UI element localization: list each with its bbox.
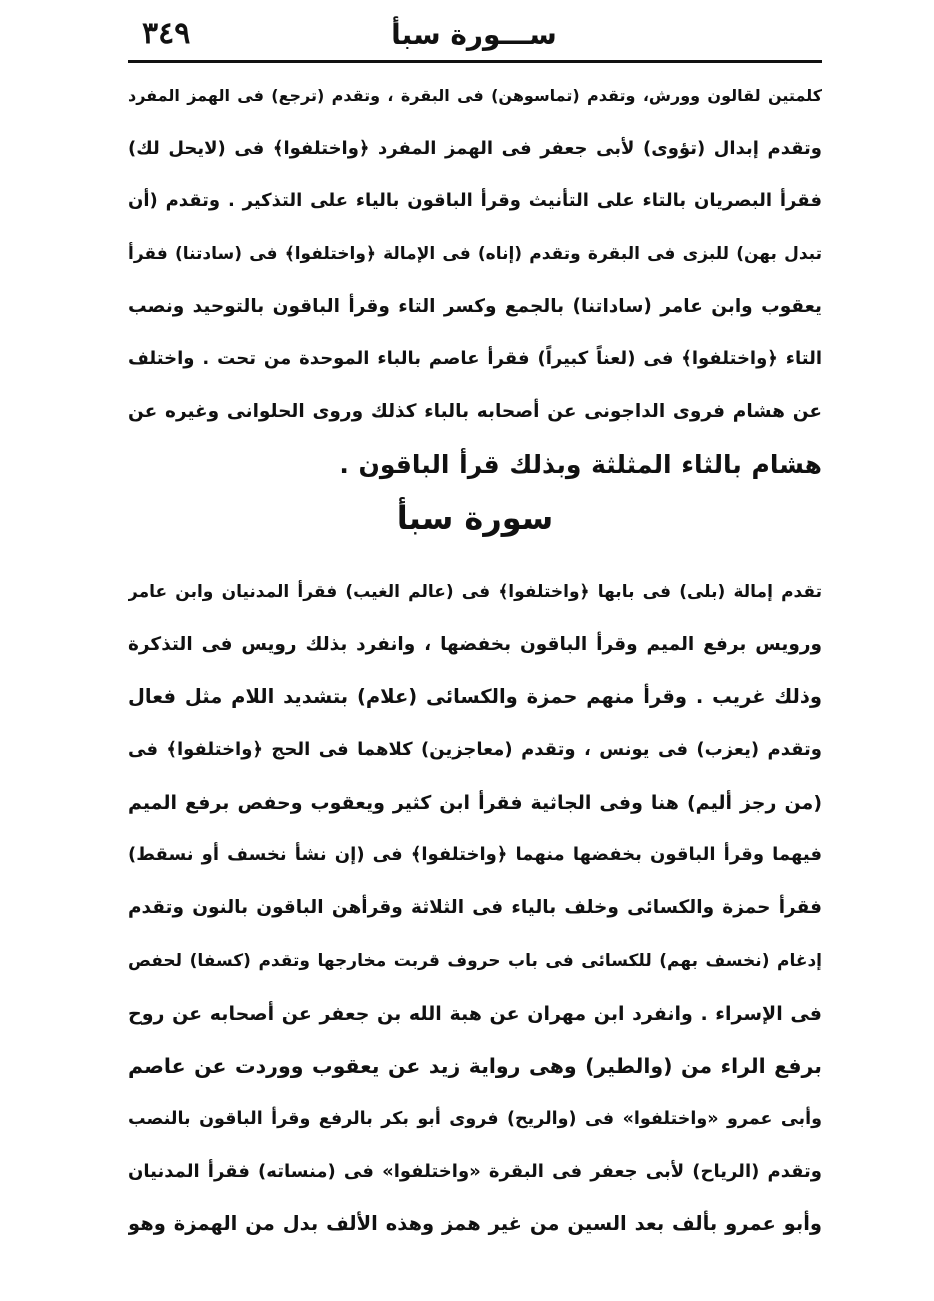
- text-line: فى الإسراء . وانفرد ابن مهران عن هبة الله بن جعفر عن أصحابه عن روح: [128, 1002, 822, 1025]
- text-line: تبدل بهن) للبزى فى البقرة وتقدم (إناه) فى الإمالة ﴿واختلفوا﴾ فى (سادتنا) فقرأ: [128, 244, 822, 265]
- paragraph-surah-saba: [128, 566, 822, 1251]
- page-number: ٣٤٩: [142, 16, 191, 51]
- running-title: ســـورة سبأ: [391, 18, 557, 51]
- text-line: فقرأ البصريان بالتاء على التأنيث وقرأ الباقون بالياء على التذكير . وتقدم (أن: [128, 190, 822, 212]
- text-line: وتقدم إبدال (تؤوى) لأبى جعفر فى الهمز المفرد ﴿واختلفوا﴾ فى (لايحل لك): [128, 137, 822, 159]
- text-line: (من رجز أليم) هنا وفى الجاثية فقرأ ابن كثير ويعقوب وحفص برفع الميم: [128, 791, 822, 814]
- text-line: وأبو عمرو بألف بعد السين من غير همز وهذه الألف بدل من الهمزة وهو: [128, 1212, 822, 1236]
- text-line: يعقوب وابن عامر (ساداتنا) بالجمع وكسر التاء وقرأ الباقون بالتوحيد ونصب: [128, 295, 822, 317]
- text-line: التاء ﴿واختلفوا﴾ فى (لعناً كبيراً) فقرأ عاصم بالباء الموحدة من تحت . واختلف: [128, 348, 822, 370]
- text-line: فيهما وقرأ الباقون بخفضها منهما ﴿واختلفوا﴾ فى (إن نشأ نخسف أو نسقط): [128, 844, 822, 866]
- text-line: وتقدم (الرياح) لأبى جعفر فى البقرة «واختلفوا» فى (منساته) فقرأ المدنيان: [128, 1160, 822, 1182]
- text-line: عن هشام فروى الداجونى عن أصحابه بالباء كذلك وروى الحلوانى وغيره عن: [128, 401, 822, 423]
- text-line: وتقدم (يعزب) فى يونس ، وتقدم (معاجزين) كلاهما فى الحج ﴿واختلفوا﴾ فى: [128, 739, 822, 761]
- text-line: ورويس برفع الميم وقرأ الباقون بخفضها ، وانفرد بذلك رويس فى التذكرة: [128, 633, 822, 655]
- header-rule: [128, 60, 822, 63]
- text-line: وأبى عمرو «واختلفوا» فى (والريح) فروى أبو بكر بالرفع وقرأ الباقون بالنصب: [128, 1108, 822, 1129]
- section-heading: سورة سبأ: [396, 499, 554, 537]
- text-line: وذلك غريب . وقرأ منهم حمزة والكسائى (علام) بتشديد اللام مثل فعال: [128, 685, 822, 709]
- text-line: إدغام (نخسف بهم) للكسائى فى باب حروف قربت مخارجها وتقدم (كسفا) لحفص: [128, 950, 822, 971]
- text-line: هشام بالثاء المثلثة وبذلك قرأ الباقون .: [339, 449, 822, 479]
- paragraph-previous-surah: [128, 70, 822, 492]
- text-line: فقرأ حمزة والكسائى وخلف بالياء فى الثلاثة وقرأهن الباقون بالنون وتقدم: [128, 897, 822, 919]
- text-line: برفع الراء من (والطير) وهى رواية زيد عن يعقوب ووردت عن عاصم: [128, 1054, 822, 1079]
- text-line: كلمتين لقالون وورش، وتقدم (تماسوهن) فى البقرة ، وتقدم (ترجع) فى الهمز المفرد: [128, 86, 822, 105]
- page-header: [128, 14, 820, 58]
- text-line: تقدم إمالة (بلى) فى بابها ﴿واختلفوا﴾ فى (عالم الغيب) فقرأ المدنيان وابن عامر: [128, 582, 822, 602]
